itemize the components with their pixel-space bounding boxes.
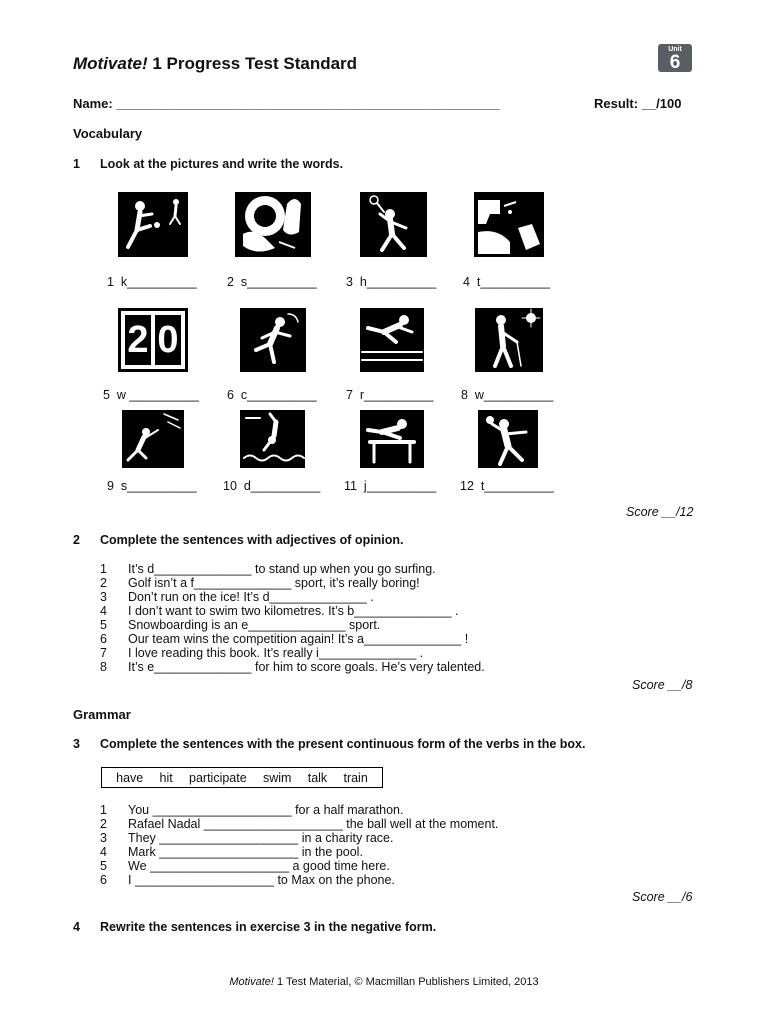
result-field (594, 96, 681, 111)
item-text: I don’t want to swim two kilometres. It’s b______________ . (128, 604, 459, 618)
item-text: Our team wins the competition again! It’s a______________ ! (128, 632, 469, 646)
ex2-sentence-list (100, 562, 485, 674)
footer-brand: Motivate! (229, 976, 274, 988)
item-text: I ____________________ to Max on the phone. (128, 873, 395, 887)
list-item[interactable] (100, 576, 485, 590)
ex1-instruction: Look at the pictures and write the words. (100, 157, 344, 171)
box-word: participate (189, 770, 247, 785)
picture-diving-icon (240, 410, 305, 468)
picture-shotput-icon (478, 410, 538, 468)
item-7[interactable]: 7 r__________ (346, 388, 434, 402)
box-word: talk (307, 770, 328, 785)
name-line[interactable]: _____________________________________________________ (116, 96, 500, 111)
list-item[interactable] (100, 590, 485, 604)
item-text: Snowboarding is an e______________ sport. (128, 618, 381, 632)
vocabulary-heading: Vocabulary (73, 126, 143, 141)
name-field[interactable] (73, 96, 500, 111)
grammar-heading: Grammar (73, 707, 131, 722)
ex3-score: Score __/6 (632, 890, 693, 904)
result-value: __/100 (641, 96, 682, 111)
item-5[interactable]: 5 w __________ (103, 388, 199, 402)
item-number: 4 (100, 604, 107, 618)
item-text: I love reading this book. It’s really i______________ . (128, 646, 424, 660)
item-number: 3 (100, 831, 107, 845)
list-item[interactable] (100, 660, 485, 674)
picture-walking-icon (475, 308, 543, 372)
ex2-instruction: Complete the sentences with adjectives of opinion. (100, 533, 404, 547)
title-brand: Motivate! (73, 54, 148, 73)
list-item[interactable] (100, 873, 498, 887)
item-11[interactable]: 11 j__________ (344, 479, 437, 493)
list-item[interactable] (100, 562, 485, 576)
item-number: 3 (100, 590, 107, 604)
item-number: 5 (100, 859, 107, 873)
item-3[interactable]: 3 h__________ (346, 275, 437, 289)
ex1-number: 1 (73, 157, 80, 171)
list-item[interactable] (100, 859, 498, 873)
result-label: Result: (594, 96, 639, 111)
item-10[interactable]: 10 d__________ (223, 479, 321, 493)
box-word: have (116, 770, 144, 785)
list-item[interactable] (100, 803, 498, 817)
item-1[interactable]: 1 k__________ (107, 275, 197, 289)
item-12[interactable]: 12 t__________ (460, 479, 554, 493)
item-number: 2 (100, 817, 107, 831)
unit-badge (658, 44, 692, 72)
box-word: swim (262, 770, 292, 785)
picture-running-icon (240, 308, 306, 372)
unit-number: 6 (669, 52, 681, 73)
unit-label: Unit (668, 46, 682, 53)
item-4[interactable]: 4 t__________ (463, 275, 550, 289)
ex1-score: Score __/12 (626, 505, 694, 519)
ex4-number: 4 (73, 920, 80, 934)
item-number: 5 (100, 618, 107, 632)
ex3-instruction: Complete the sentences with the present continuous form of the verbs in the box. (100, 737, 586, 751)
item-8[interactable]: 8 w__________ (461, 388, 554, 402)
list-item[interactable] (100, 831, 498, 845)
item-number: 6 (100, 632, 107, 646)
name-label: Name: (73, 96, 113, 111)
ex4-instruction: Rewrite the sentences in exercise 3 in the negative form. (100, 920, 437, 934)
list-item[interactable] (100, 817, 498, 831)
item-number: 1 (100, 562, 107, 576)
item-number: 2 (100, 576, 107, 590)
list-item[interactable] (100, 845, 498, 859)
item-text: Don’t run on the ice! It’s d______________ . (128, 590, 374, 604)
item-9[interactable]: 9 s__________ (107, 479, 197, 493)
list-item[interactable] (100, 604, 485, 618)
list-item[interactable] (100, 632, 485, 646)
item-text: We ____________________ a good time here. (128, 859, 390, 873)
footer-text: 1 Test Material, © Macmillan Publishers Limited, 2013 (273, 976, 539, 988)
footer (0, 976, 768, 988)
box-word: train (343, 770, 368, 785)
ex2-number: 2 (73, 533, 80, 547)
item-text: Mark ____________________ in the pool. (128, 845, 363, 859)
picture-hurdles-icon (360, 308, 424, 372)
item-number: 8 (100, 660, 107, 674)
item-2[interactable]: 2 s__________ (227, 275, 317, 289)
item-number: 1 (100, 803, 107, 817)
picture-scoreboard-icon: 2 0 (118, 308, 188, 372)
page-title (73, 54, 357, 74)
picture-skiing-icon (122, 410, 184, 468)
item-number: 6 (100, 873, 107, 887)
item-text: It’s e______________ for him to score goals. He’s very talented. (128, 660, 485, 674)
item-number: 7 (100, 646, 107, 660)
item-number: 4 (100, 845, 107, 859)
item-text: It’s d______________ to stand up when you go surfing. (128, 562, 436, 576)
picture-jumping-icon (360, 410, 424, 468)
ex3-sentence-list (100, 803, 498, 887)
picture-hockey-icon (360, 192, 427, 257)
box-word: hit (159, 770, 173, 785)
ex3-number: 3 (73, 737, 80, 751)
item-text: They ____________________ in a charity race. (128, 831, 394, 845)
item-text: Rafael Nadal ____________________ the ball well at the moment. (128, 817, 499, 831)
picture-kicking-icon (118, 192, 188, 257)
item-text: You ____________________ for a half marathon. (128, 803, 404, 817)
picture-catching-icon (235, 192, 311, 257)
list-item[interactable] (100, 646, 485, 660)
picture-throwing-icon (474, 192, 544, 257)
word-box (101, 767, 383, 788)
list-item[interactable] (100, 618, 485, 632)
item-text: Golf isn’t a f______________ sport, it’s really boring! (128, 576, 420, 590)
title-rest: 1 Progress Test Standard (147, 54, 358, 73)
item-6[interactable]: 6 c__________ (227, 388, 317, 402)
ex2-score: Score __/8 (632, 678, 693, 692)
